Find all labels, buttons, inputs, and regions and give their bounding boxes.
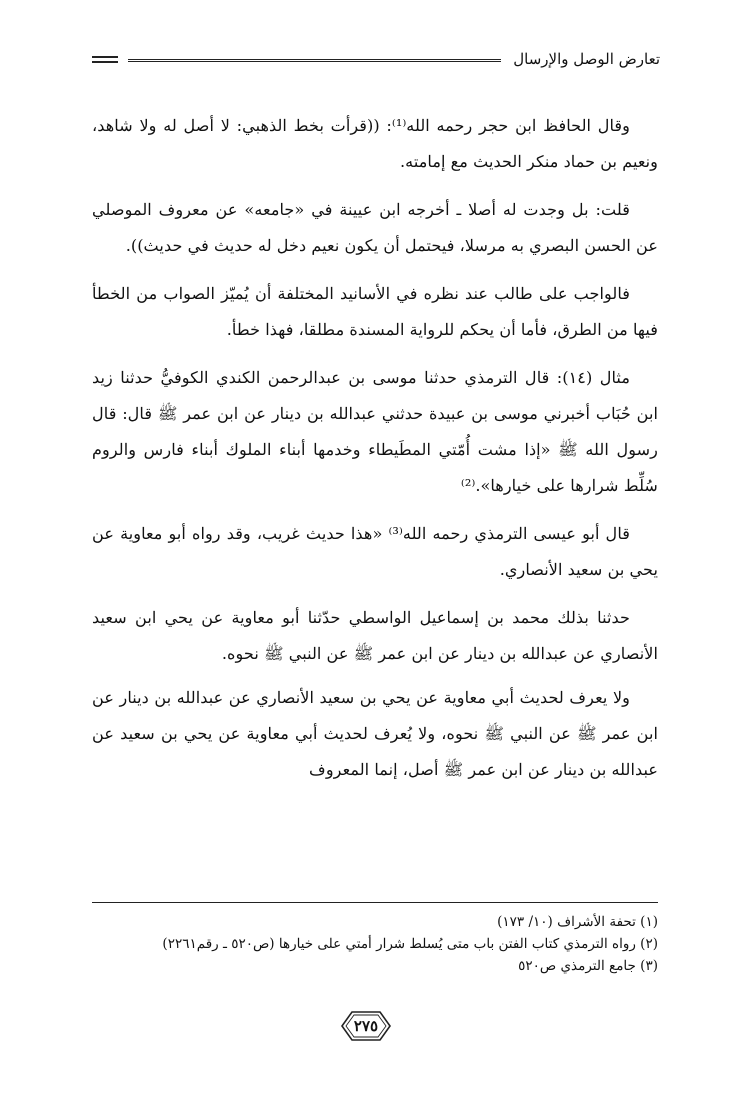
footnotes	[92, 902, 658, 977]
page-number	[338, 1006, 394, 1046]
header-title: تعارض الوصل والإرسال	[513, 50, 660, 68]
paragraph: مثال (١٤): قال الترمذي حدثنا موسى بن عبدالرحمن الكندي الكوفيُّ حدثنا زيد ابن حُبَاب أخبرني موسى بن عبيدة حدثني عبدالله بن دينار عن ابن عمر ﷺ قال: قال رسول الله ﷺ «إذا مشت أُمّتي المطَيطاء وخدمها أبناء الملوك أبناء فارس والروم سُلِّط شرارها على خيارها».⁽²⁾	[92, 368, 658, 495]
header-ornament	[92, 56, 118, 63]
page-body	[92, 108, 658, 796]
footnote: (٢) رواه الترمذي كتاب الفتن باب متى يُسلط شرار أمتي على خيارها (ص٥٢٠ ـ رقم٢٢٦١)	[162, 936, 658, 952]
page-number-text: ٢٧٥	[353, 1017, 379, 1035]
footnote: (٣) جامع الترمذي ص٥٢٠	[518, 958, 658, 974]
paragraph: قال أبو عيسى الترمذي رحمه الله⁽³⁾ «هذا حديث غريب، وقد رواه أبو معاوية عن يحي بن سعيد الأنصاري.	[92, 524, 658, 579]
paragraph: ولا يعرف لحديث أبي معاوية عن يحي بن سعيد الأنصاري عن عبدالله بن دينار عن ابن عمر ﷺ عن النبي ﷺ نحوه، ولا يُعرف لحديث أبي معاوية عن يحي بن سعيد عن عبدالله بن دينار عن ابن عمر ﷺ أصل، إنما المعروف	[92, 688, 658, 779]
paragraph: قلت: بل وجدت له أصلا ـ أخرجه ابن عيينة في «جامعه» عن معروف الموصلي عن الحسن البصري به مرسلا، فيحتمل أن يكون نعيم دخل له حديث في حديث)).	[92, 200, 658, 255]
header-rule	[128, 59, 501, 62]
paragraph: وقال الحافظ ابن حجر رحمه الله⁽¹⁾: ((قرأت بخط الذهبي: لا أصل له ولا شاهد، ونعيم بن حماد منكر الحديث مع إمامته.	[92, 116, 658, 171]
footnote: (١) تحفة الأشراف (١٠/ ١٧٣)	[497, 914, 658, 930]
paragraph: حدثنا بذلك محمد بن إسماعيل الواسطي حدّثنا أبو معاوية عن يحي ابن سعيد الأنصاري عن عبدالله بن دينار عن ابن عمر ﷺ عن النبي ﷺ نحوه.	[92, 608, 658, 663]
running-header	[92, 44, 660, 74]
paragraph: فالواجب على طالب عند نظره في الأسانيد المختلفة أن يُميّز الصواب من الخطأ فيها من الطرق، فأما أن يحكم للرواية المسندة مطلقا، فهذا خطأ.	[92, 284, 658, 339]
